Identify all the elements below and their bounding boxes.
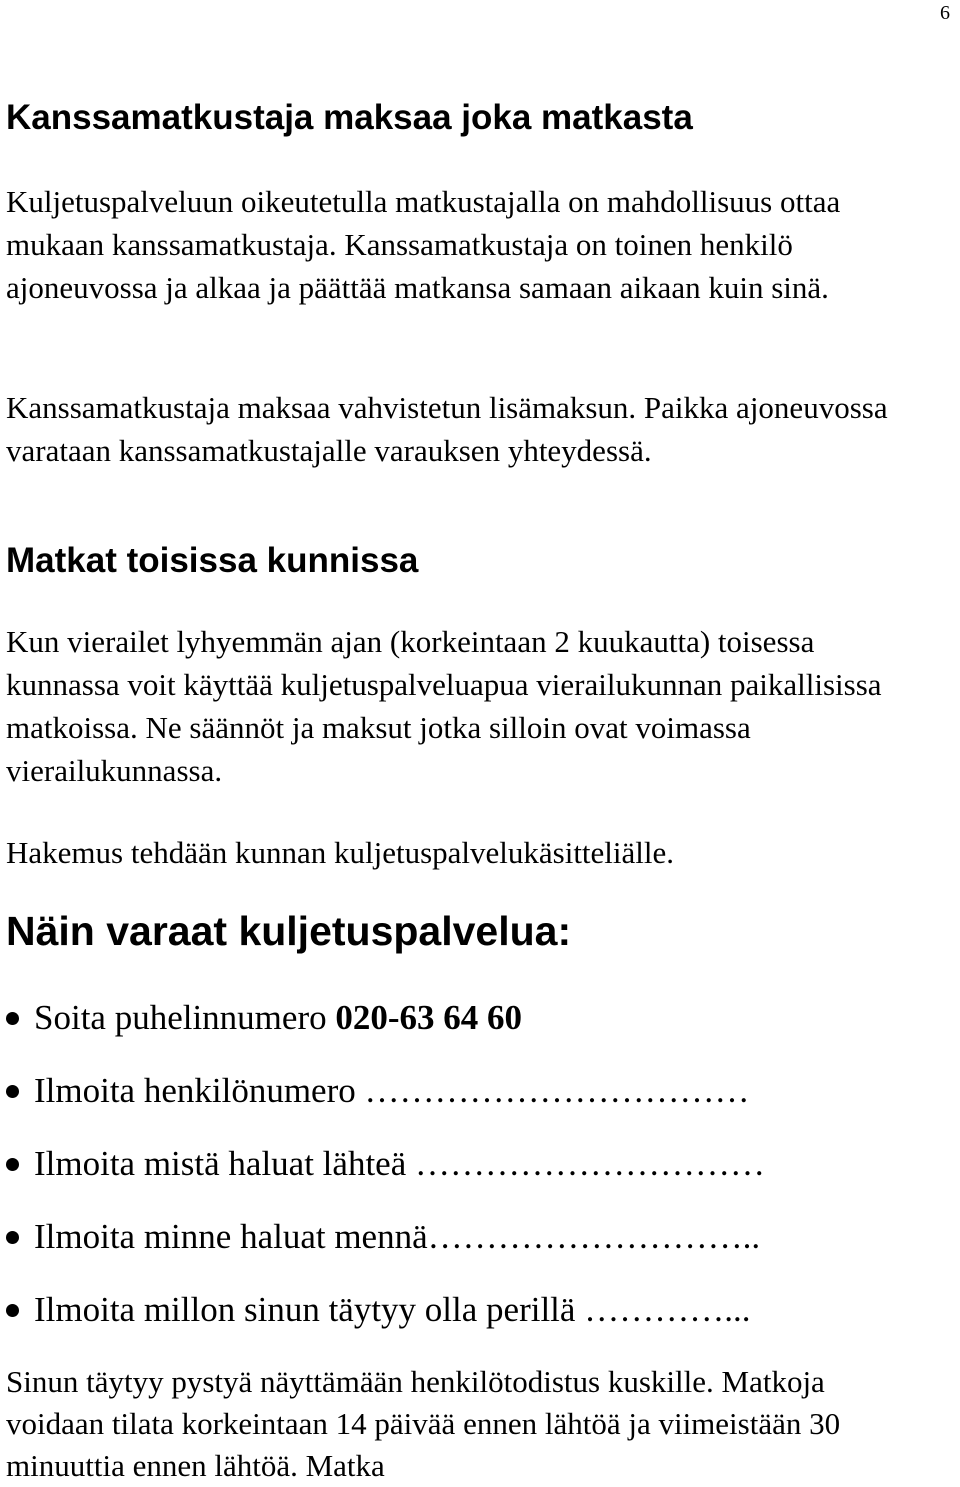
list-item	[6, 1066, 946, 1139]
paragraph-application: Hakemus tehdään kunnan kuljetuspalvelukäsitteliälle.	[6, 835, 675, 870]
bullet-icon	[6, 1012, 19, 1025]
paragraph-visiting-municipality: Kun vierailet lyhyemmän ajan (korkeintaan 2 kuukautta) toisessa kunnassa voit käyttää kuljetuspalveluapua vierailukunnan paikallisissa matkoissa. Ne säännöt ja maksut jotka silloin ovat voimassa vierailukunnassa.	[6, 624, 882, 788]
page-number: 6	[940, 2, 950, 24]
list-item	[6, 1285, 946, 1358]
fill-in-blank: …………………………	[414, 1144, 765, 1183]
bullet-icon	[6, 1304, 19, 1317]
bullet-icon	[6, 1085, 19, 1098]
paragraph-booking-rules: Sinun täytyy pystyä näyttämään henkilötodistus kuskille. Matkoja voidaan tilata korkeintaan 14 päivää ennen lähtöä ja viimeistään 30 minuuttia ennen lähtöä. Matka	[6, 1364, 841, 1483]
section-heading-booking: Näin varaat kuljetuspalvelua:	[6, 908, 572, 954]
list-item	[6, 1139, 946, 1212]
fill-in-blank: ……………………………	[364, 1071, 750, 1110]
list-item	[6, 993, 946, 1066]
booking-steps-list	[6, 993, 946, 1358]
step-text: Ilmoita mistä haluat lähteä	[34, 1144, 415, 1183]
list-item	[6, 1212, 946, 1285]
bullet-icon	[6, 1158, 19, 1171]
paragraph-companion-intro: Kuljetuspalveluun oikeutetulla matkustajalla on mahdollisuus ottaa mukaan kanssamatkustaja. Kanssamatkustaja on toinen henkilö ajoneuvossa ja alkaa ja päättää matkansa samaan aikaan kuin sinä.	[6, 184, 841, 305]
fill-in-blank: ………………………..	[427, 1217, 761, 1256]
step-text: Ilmoita minne haluat mennä	[34, 1217, 428, 1256]
step-text: Ilmoita henkilönumero	[34, 1071, 365, 1110]
section-heading-other-municipalities: Matkat toisissa kunnissa	[6, 541, 419, 580]
paragraph-companion-fee: Kanssamatkustaja maksaa vahvistetun lisämaksun. Paikka ajoneuvossa varataan kanssamatkustajalle varauksen yhteydessä.	[6, 390, 888, 468]
fill-in-blank: …………...	[584, 1290, 751, 1329]
step-text: Ilmoita millon sinun täytyy olla perillä	[34, 1290, 585, 1329]
step-text: Soita puhelinnumero	[34, 998, 336, 1037]
bullet-icon	[6, 1231, 19, 1244]
section-heading-companion: Kanssamatkustaja maksaa joka matkasta	[6, 98, 693, 137]
phone-number: 020-63 64 60	[335, 998, 523, 1037]
